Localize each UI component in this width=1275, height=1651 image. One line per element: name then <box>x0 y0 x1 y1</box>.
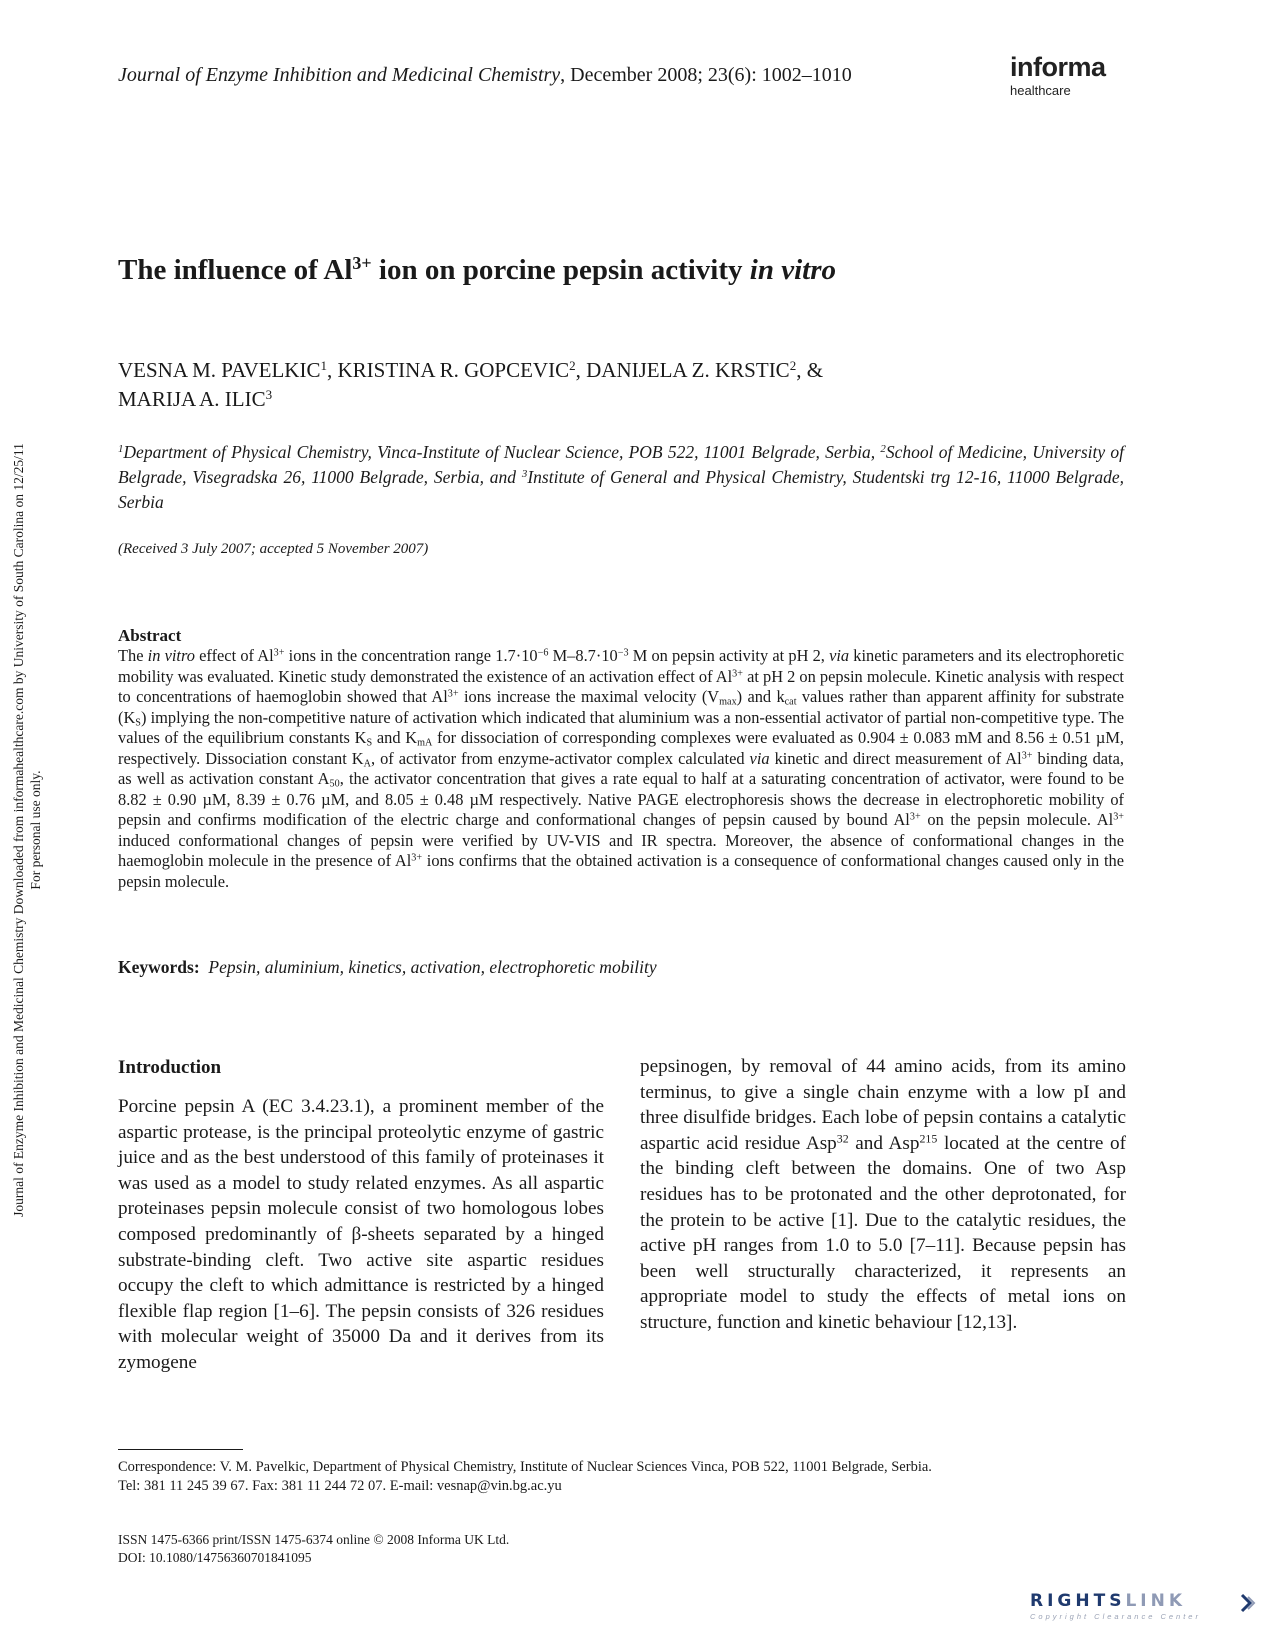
affiliation-text: Institute of General and Physical Chemistry, Studentski trg 12-16, 11000 Belgrade, Serbia <box>118 467 1124 512</box>
affiliation-marker: 1 <box>118 443 124 456</box>
affiliation-marker: 2 <box>789 357 797 373</box>
title-text: ion on porcine pepsin activity <box>371 254 750 286</box>
introduction-right-column: pepsinogen, by removal of 44 amino acids, from its amino terminus, to give a single chain enzyme with a low pI and three disulfide bridges. Each lobe of pepsin contains a catalytic aspartic acid residue Asp$^{32}$ and Asp$^{215}$ located at the centre of the binding cleft between the domains. One of two Asp residues has to be protonated and the other deprotonated, for the protein to be active [1]. Due to the catalytic residues, the active pH ranges from 1.0 to 5.0 [7–11]. Because pepsin has been well structurally characterized, it represents an appropriate model to study the effects of metal ions on structure, function and kinetic behaviour [12,13]. <box>640 1056 1126 1333</box>
journal-name: Journal of Enzyme Inhibition and Medicinal Chemistry <box>118 64 561 86</box>
rightslink-link: LINK <box>1125 1591 1186 1611</box>
affiliation-marker: 3 <box>521 468 528 481</box>
title-superscript: 3+ <box>352 253 372 274</box>
side-note-line-1: Journal of Enzyme Inhibition and Medicinal Chemistry Downloaded from informahealthcare.com by University of South Carolina on 12/25/11 <box>11 443 26 1217</box>
keywords <box>118 957 657 978</box>
doi-line: DOI: 10.1080/14756360701841095 <box>118 1550 312 1565</box>
publisher-subname: healthcare <box>1010 83 1071 98</box>
author-name: VESNA M. PAVELKIC <box>118 358 321 382</box>
author-separator: , & <box>796 358 824 382</box>
journal-citation <box>118 64 852 87</box>
affiliation-marker: 3 <box>265 386 273 402</box>
author-name: , DANIJELA Z. KRSTIC <box>575 358 790 382</box>
issn-line: ISSN 1475-6366 print/ISSN 1475-6374 online © 2008 Informa UK Ltd. <box>118 1532 510 1547</box>
affiliation-marker: 1 <box>320 357 327 373</box>
received-dates: (Received 3 July 2007; accepted 5 November 2007) <box>118 541 429 557</box>
abstract-heading: Abstract <box>118 626 182 645</box>
author-list <box>118 356 1128 414</box>
keywords-label: Keywords: <box>118 957 200 977</box>
footnote-divider <box>118 1449 243 1450</box>
correspondence-contact: Tel: 381 11 245 39 67. Fax: 381 11 244 72 07. E-mail: vesnap@vin.bg.ac.yu <box>118 1478 562 1494</box>
article-title <box>118 254 836 287</box>
correspondence-footnote <box>118 1458 1128 1496</box>
rightslink-arrow-icon <box>1237 1593 1257 1613</box>
title-text: The influence of Al <box>118 254 353 286</box>
issn-doi <box>118 1531 509 1567</box>
publisher-logo <box>1010 54 1130 97</box>
affiliations <box>118 440 1124 515</box>
affiliation-marker: 2 <box>569 357 576 373</box>
introduction-heading: Introduction <box>118 1057 222 1078</box>
introduction-left-column: Porcine pepsin A (EC 3.4.23.1), a prominent member of the aspartic protease, is the principal proteolytic enzyme of gastric juice and as the best understood of this family of proteinases it was used as a model to study related enzymes. As all aspartic proteinases pepsin molecule consist of two homologous lobes composed predominantly of β-sheets separated by a hinged substrate-binding cleft. Two active site aspartic residues occupy the cleft to which admittance is restricted by a hinged flexible flap region [1–6]. The pepsin consists of 326 residues with molecular weight of 35000 Da and it derives from its zymogene <box>118 1096 604 1373</box>
publisher-name: informa <box>1010 52 1106 82</box>
affiliation-text: Department of Physical Chemistry, Vinca-Institute of Nuclear Science, POB 522, 11001 Belgrade, Serbia, <box>123 442 881 462</box>
side-note-line-2: For personal use only. <box>28 770 43 890</box>
abstract-body: The in vitro effect of $Al^{3+}$ ions in the concentration range $1.7\cdot 10^{-6}$ $M-8.7\cdot 10^{-3}$ M on pepsin activity at pH 2, via kinetic parameters and its electrophoretic mobility was evaluated. Kinetic study demonstrated the existence of an activation effect of $Al^{3+}$ at pH 2 on pepsin molecule. Kinetic analysis with respect to concentrations of haemoglobin showed that $Al^{3+}$ ions increase the maximal velocity $(V_{max})$ and $k_{cat}$ values rather than apparent affinity for substrate $(K_S)$ implying the non-competitive nature of activation which indicated that aluminium was a non-essential activator of partial non-competitive type. The values of the equilibrium constants $K_S$ and $K_{mA}$ for dissociation of corresponding complexes were evaluated as 0.904 ± 0.083 mM and 8.56 ± 0.51 µM, respectively. Dissociation constant $K_A$, of activator from enzyme-activator complex calculated via kinetic and direct measurement of $Al^{3+}$ binding data, as well as activation constant $A_{50}$, the activator concentration that gives a rate equal to half at a saturating concentration of activator, were found to be 8.82 ± 0.90 µM, 8.39 ± 0.76 µM, and 8.05 ± 0.48 µM respectively. Native PAGE electrophoresis shows the decrease in electrophoretic mobility of pepsin and confirms modification of the electric charge and conformational changes of pepsin caused by bound $Al^{3+}$ on the pepsin molecule. $Al^{3+}$ induced conformational changes of pepsin were verified by UV-VIS and IR spectra. Moreover, the absence of conformational changes in the haemoglobin molecule in the presence of $Al^{3+}$ ions confirms that the obtained activation is a consequence of conformational changes caused only in the pepsin molecule. <box>118 646 1124 891</box>
rightslink-rights: RIGHTS <box>1030 1591 1126 1611</box>
affiliation-marker: 2 <box>880 443 886 456</box>
affiliation-text: School of Medicine, University of Belgrade, Visegradska 26, 11000 Belgrade, Serbia, and <box>118 442 1124 487</box>
download-side-note <box>10 350 43 1310</box>
author-name: , KRISTINA R. GOPCEVIC <box>326 358 570 382</box>
correspondence-line: Correspondence: V. M. Pavelkic, Department of Physical Chemistry, Institute of Nuclear Sciences Vinca, POB 522, 11001 Belgrade, Serbia. <box>118 1459 932 1475</box>
citation-details: , December 2008; 23(6): 1002–1010 <box>560 64 852 86</box>
rightslink-tagline: Copyright Clearance Center <box>1030 1612 1201 1621</box>
keywords-list: Pepsin, aluminium, kinetics, activation, electrophoretic mobility <box>208 957 657 977</box>
author-name: MARIJA A. ILIC <box>118 387 266 411</box>
title-italic: in vitro <box>749 254 836 286</box>
rightslink-logo <box>1030 1593 1260 1629</box>
